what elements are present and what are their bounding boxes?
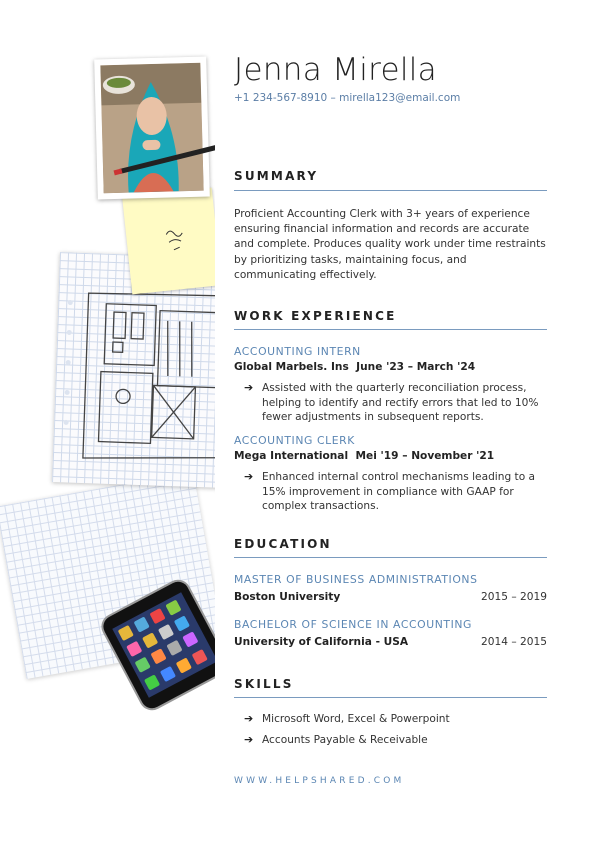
section-title-education: EDUCATION: [234, 537, 332, 551]
section-divider: [234, 190, 547, 191]
skill-text: Accounts Payable & Receivable: [262, 734, 428, 746]
list-item: [244, 381, 544, 425]
sticky-note: [122, 188, 215, 295]
degree-title: MASTER OF BUSINESS ADMINISTRATIONS: [234, 573, 478, 586]
website-link[interactable]: WWW.HELPSHARED.COM: [234, 776, 405, 786]
contact-info: +1 234-567-8910 – mirella123@email.com: [234, 92, 461, 104]
list-item: [244, 470, 544, 514]
job-organization: [234, 450, 494, 462]
job-company: Global Marbels. Ins: [234, 361, 349, 373]
scribble-icon: [122, 188, 215, 295]
education-institution: Boston University: [234, 591, 341, 603]
pencil-icon: [108, 130, 215, 180]
job-organization: [234, 361, 475, 373]
arrow-right-icon: ➔: [244, 712, 254, 725]
section-title-summary: SUMMARY: [234, 169, 319, 183]
section-title-skills: SKILLS: [234, 677, 294, 691]
candidate-name: Jenna Mirella: [234, 52, 437, 88]
list-item: [244, 733, 544, 748]
arrow-right-icon: ➔: [244, 381, 254, 394]
job-bullet-text: Enhanced internal control mechanisms leading to a 15% improvement in compliance with GAAP for complex transactions.: [262, 471, 536, 512]
education-row: [234, 591, 547, 603]
job-dates: June '23 – March '24: [356, 361, 476, 373]
education-row: [234, 636, 547, 648]
job-title: ACCOUNTING INTERN: [234, 345, 361, 358]
job-company: Mega International: [234, 450, 349, 462]
arrow-right-icon: ➔: [244, 470, 254, 483]
section-divider: [234, 329, 547, 330]
decorative-collage: [0, 0, 215, 842]
section-title-work-experience: WORK EXPERIENCE: [234, 309, 397, 323]
job-title: ACCOUNTING CLERK: [234, 434, 355, 447]
job-dates: Mei '19 – November '21: [355, 450, 495, 462]
education-institution: University of California - USA: [234, 636, 409, 648]
degree-title: BACHELOR OF SCIENCE IN ACCOUNTING: [234, 618, 473, 631]
education-years: 2015 – 2019: [481, 591, 547, 603]
job-bullet-text: Assisted with the quarterly reconciliation process, helping to identify and rectify errors that led to 10% fewer adjustments in subsequent reports.: [262, 382, 539, 423]
section-divider: [234, 557, 547, 558]
education-years: 2014 – 2015: [481, 636, 547, 648]
list-item: [244, 712, 544, 727]
skill-text: Microsoft Word, Excel & Powerpoint: [262, 713, 450, 725]
summary-text: Proficient Accounting Clerk with 3+ years of experience ensuring financial information and records are accurate and complete. Produces quality work under time restraints by prioritizing tasks, maintaining focus, and communicating effectively.: [234, 208, 546, 281]
arrow-right-icon: ➔: [244, 733, 254, 746]
section-divider: [234, 697, 547, 698]
